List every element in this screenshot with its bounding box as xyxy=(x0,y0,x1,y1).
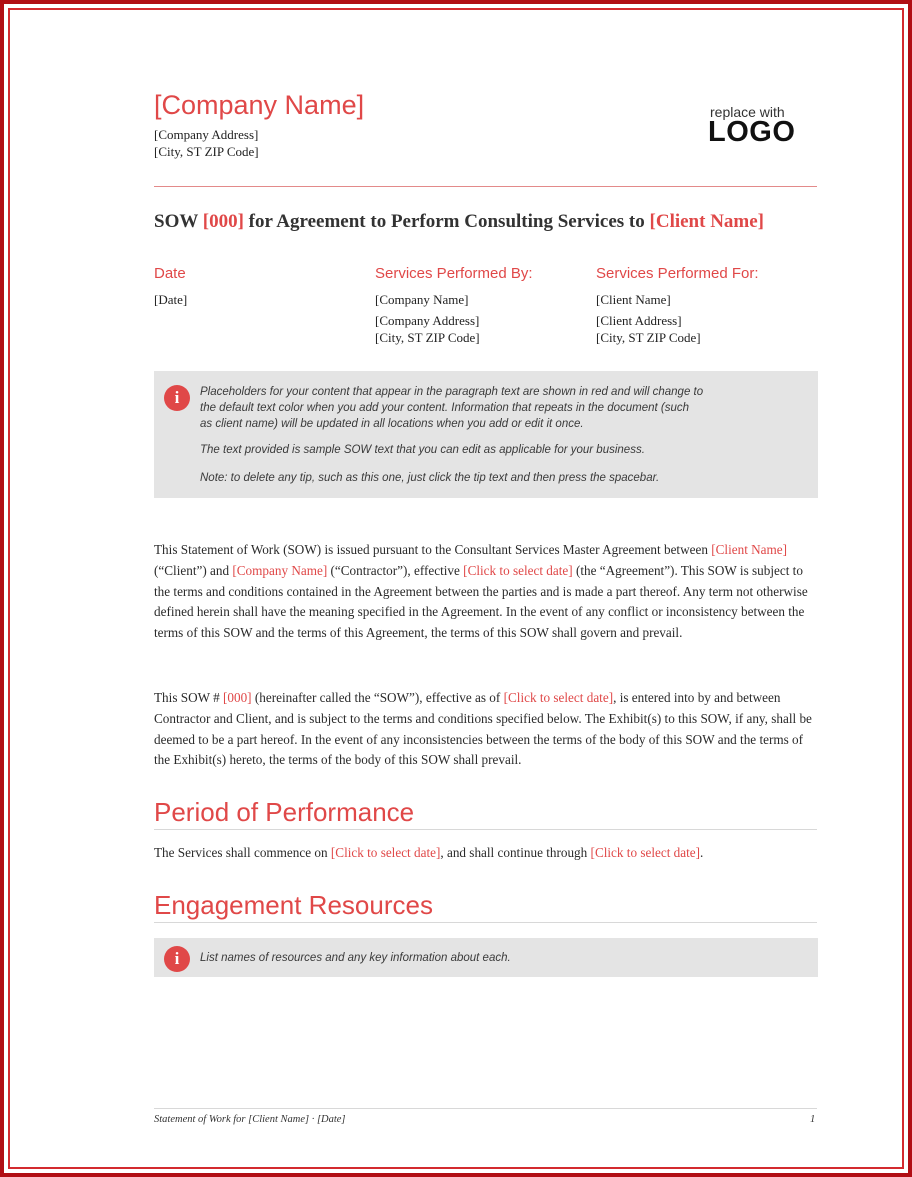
company-name[interactable]: [Company Name] xyxy=(154,90,365,120)
tip-line: the default text color when you add your content. Information that repeats in the document (such xyxy=(200,402,690,414)
para-text: This Statement of Work (SOW) is issued pursuant to the Consultant Services Master Agreement between xyxy=(154,542,712,557)
header-divider xyxy=(154,186,817,187)
company-address[interactable]: [Company Address] xyxy=(154,127,259,142)
start-date-placeholder[interactable]: [Click to select date] xyxy=(330,845,441,860)
tip-line: List names of resources and any key information about each. xyxy=(200,952,511,964)
performed-by-name[interactable]: [Company Name] xyxy=(375,292,469,307)
sow-title xyxy=(154,211,764,233)
performed-for-label: Services Performed For: xyxy=(596,265,759,282)
sow-number-placeholder[interactable]: [000] xyxy=(202,211,244,232)
sow-terms-paragraph xyxy=(154,688,818,771)
date-label: Date xyxy=(154,265,186,282)
tip-box-placeholders[interactable] xyxy=(154,371,818,498)
performed-by-address[interactable]: [Company Address] xyxy=(375,313,480,328)
para-text: , is entered into by and between Contractor and Client, and is subject to the terms and conditions specified below. The Exhibit(s) to this SOW, if any, shall be deemed to be a part hereof. In the event of any inconsistencies between the terms of the body of this SOW and the terms of the Exhibit(s) hereto, the terms of the body of this SOW shall prevail. xyxy=(154,690,812,768)
company-name-placeholder[interactable]: [Company Name] xyxy=(232,562,328,578)
tip-line: as client name) will be updated in all locations when you add or edit it once. xyxy=(200,418,584,430)
tip-line: Note: to delete any tip, such as this one, just click the tip text and then press the spacebar. xyxy=(200,472,660,484)
para-text: This SOW # xyxy=(154,690,223,705)
performed-for-address[interactable]: [Client Address] xyxy=(596,313,682,328)
client-name-placeholder[interactable]: [Client Name] xyxy=(711,542,788,557)
section-divider xyxy=(154,922,817,923)
performed-by-label: Services Performed By: xyxy=(375,265,533,282)
tip-box-resources[interactable] xyxy=(154,938,818,977)
intro-paragraph xyxy=(154,540,818,644)
para-text: , and shall continue through xyxy=(440,845,591,860)
para-text: . xyxy=(700,845,704,860)
footer-divider xyxy=(154,1108,817,1109)
end-date-placeholder[interactable]: [Click to select date] xyxy=(590,845,701,860)
date-value[interactable]: [Date] xyxy=(154,292,188,307)
sow-title-middle: for Agreement to Perform Consulting Services to xyxy=(243,211,650,232)
performed-by-city[interactable]: [City, ST ZIP Code] xyxy=(375,330,480,345)
period-of-performance-heading: Period of Performance xyxy=(154,797,415,827)
tip-line: Placeholders for your content that appear in the paragraph text are shown in red and will change to xyxy=(200,386,704,398)
engagement-resources-heading: Engagement Resources xyxy=(154,890,433,920)
period-paragraph xyxy=(154,843,818,864)
client-name-placeholder[interactable]: [Client Name] xyxy=(649,211,765,232)
para-text: (hereinafter called the “SOW”), effective as of xyxy=(251,690,504,705)
company-address-block xyxy=(154,126,259,160)
logo-placeholder-caption[interactable]: replace with xyxy=(710,104,785,120)
footer-text: Statement of Work for [Client Name] · [Date] xyxy=(154,1114,346,1125)
page-number: 1 xyxy=(810,1114,816,1125)
para-text: (the “Agreement”). This SOW is subject to the terms and conditions contained in the Agreement between the parties and is made a part thereof. Any term not otherwise defined herein shall have the meaning specified in the Agreement. In the event of any conflict or inconsistency between the terms of this SOW and the terms of this Agreement, the terms of this SOW shall govern and prevail. xyxy=(154,562,808,641)
sow-title-prefix: SOW xyxy=(154,211,203,232)
date-picker-placeholder[interactable]: [Click to select date] xyxy=(463,562,573,578)
sow-number-placeholder[interactable]: [000] xyxy=(223,690,252,705)
para-text: (“Client”) and xyxy=(154,562,233,578)
logo-placeholder[interactable]: LOGO xyxy=(708,116,796,148)
company-city[interactable]: [City, ST ZIP Code] xyxy=(154,144,259,159)
para-text: (“Contractor”), effective xyxy=(327,562,464,578)
performed-for-city[interactable]: [City, ST ZIP Code] xyxy=(596,330,701,345)
info-icon: i xyxy=(164,385,190,411)
tip-line: The text provided is sample SOW text that you can edit as applicable for your business. xyxy=(200,444,645,456)
performed-for-name[interactable]: [Client Name] xyxy=(596,292,671,307)
date-picker-placeholder[interactable]: [Click to select date] xyxy=(503,690,614,705)
section-divider xyxy=(154,829,817,830)
para-text: The Services shall commence on xyxy=(154,845,331,860)
info-icon: i xyxy=(164,946,190,972)
